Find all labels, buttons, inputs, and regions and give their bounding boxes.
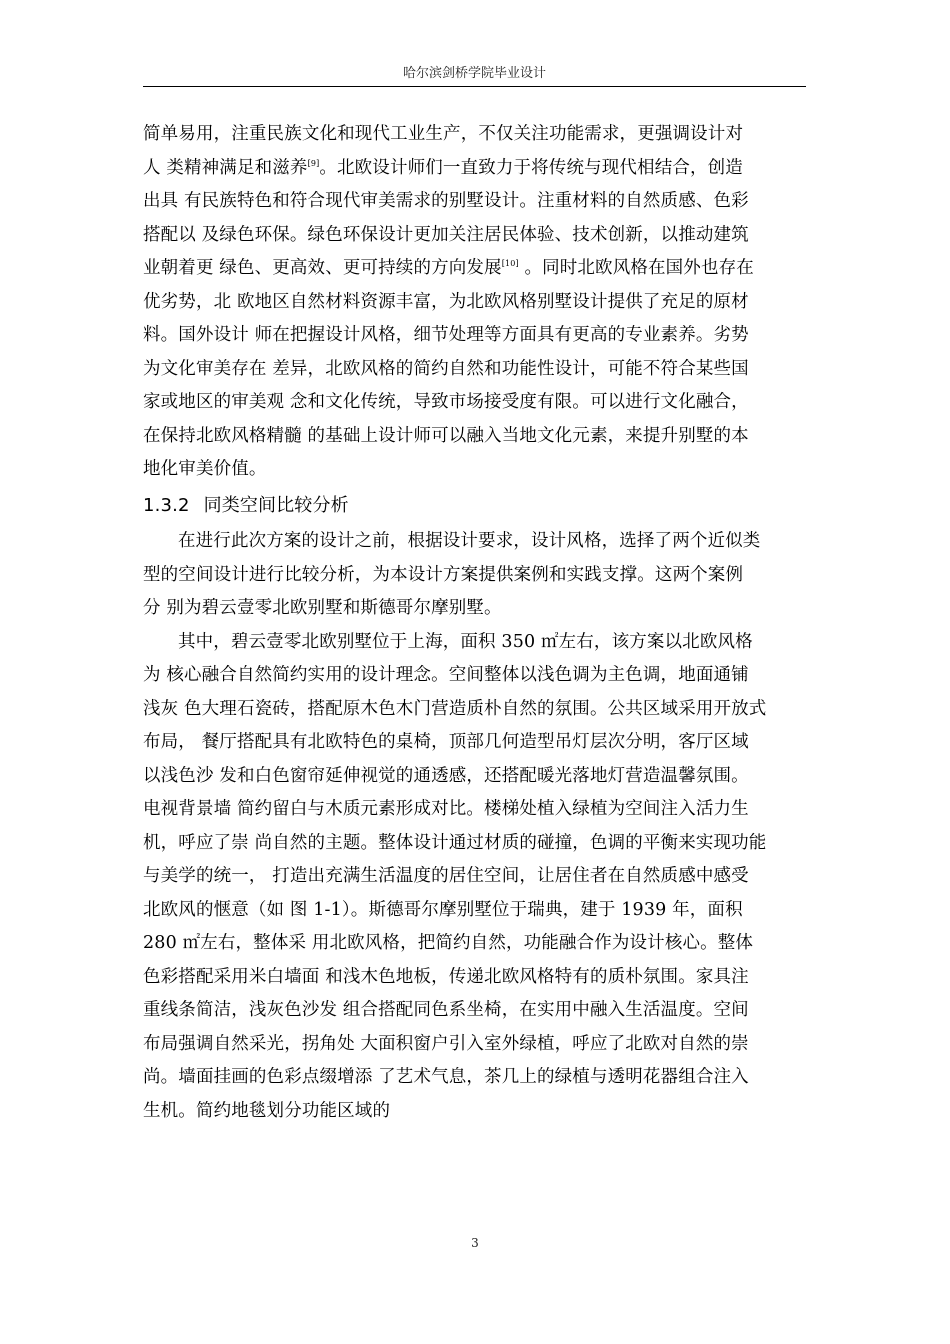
text-segment: 。同时北欧风格在国外也存在 <box>518 258 754 278</box>
text-segment: 。北欧设计师们一直致力于将传统与现代相结合，创造 <box>319 157 743 178</box>
page-number: 3 <box>471 1236 479 1250</box>
text-line: 280 ㎡左右，整体采 用北欧风格，把简约自然，功能融合作为设计核心。整体 <box>143 933 754 953</box>
citation-10: [10] <box>501 259 519 268</box>
text-line: 为文化审美存在 差异，北欧风格的简约自然和功能性设计，可能不符合某些国 <box>143 358 749 379</box>
text-line: 浅灰 色大理石瓷砖，搭配原木色木门营造质朴自然的氛围。公共区域采用开放式 <box>143 698 767 719</box>
text-line: 尚。墙面挂画的色彩点缀增添 了艺术气息，茶几上的绿植与透明花器组合注入 <box>143 1067 749 1087</box>
section-title: 同类空间比较分析 <box>203 494 349 516</box>
text-line: 地化审美价值。 <box>143 459 267 479</box>
text-line: 电视背景墙 简约留白与木质元素形成对比。楼梯处植入绿植为空间注入活力生 <box>143 799 749 819</box>
text-line: 重线条简洁，浅灰色沙发 组合搭配同色系坐椅，在实用中融入生活温度。空间 <box>143 1000 749 1020</box>
paragraph-1 <box>143 118 813 487</box>
text-line: 简单易用，注重民族文化和现代工业生产，不仅关注功能需求，更强调设计对 <box>143 124 744 144</box>
running-header: 哈尔滨剑桥学院毕业设计 <box>402 66 546 81</box>
section-number: 1.3.2 <box>143 494 190 516</box>
text-line: 优劣势，北 欧地区自然材料资源丰富，为北欧风格别墅设计提供了充足的原材 <box>143 291 749 312</box>
text-line: 布局， 餐厅搭配具有北欧特色的桌椅，顶部几何造型吊灯层次分明，客厅区域 <box>143 732 749 752</box>
citation-9: [9] <box>307 158 320 168</box>
text-line: 型的空间设计进行比较分析，为本设计方案提供案例和实践支撑。这两个案例 <box>143 564 744 585</box>
paragraph-3 <box>143 626 813 1129</box>
text-line: 出具 有民族特色和符合现代审美需求的别墅设计。注重材料的自然质感、色彩 <box>143 191 749 211</box>
paragraph-2 <box>143 525 813 626</box>
text-line <box>143 252 813 286</box>
text-line: 料。国外设计 师在把握设计风格，细节处理等方面具有更高的专业素养。劣势 <box>143 325 749 345</box>
text-segment: 人 类精神满足和滋养 <box>143 157 308 178</box>
text-line: 家或地区的审美观 念和文化传统，导致市场接受度有限。可以进行文化融合， <box>143 392 749 412</box>
text-line: 在进行此次方案的设计之前，根据设计要求，设计风格，选择了两个近似类 <box>178 531 761 551</box>
text-line: 搭配以 及绿色环保。绿色环保设计更加关注居民体验、技术创新，以推动建筑 <box>143 224 749 245</box>
text-line: 以浅色沙 发和白色窗帘延伸视觉的通透感，还搭配暖光落地灯营造温馨氛围。 <box>143 765 749 786</box>
text-line: 色彩搭配采用米白墙面 和浅木色地板，传递北欧风格特有的质朴氛围。家具注 <box>143 966 749 987</box>
header-rule <box>143 86 806 87</box>
text-line: 生机。简约地毯划分功能区域的 <box>143 1100 391 1121</box>
body-text <box>143 118 813 1128</box>
text-line: 布局强调自然采光，拐角处 大面积窗户引入室外绿植，呼应了北欧对自然的崇 <box>143 1033 749 1054</box>
text-line: 其中，碧云壹零北欧别墅位于上海，面积 350 ㎡左右，该方案以北欧风格 <box>178 631 753 652</box>
text-line: 在保持北欧风格精髓 的基础上设计师可以融入当地文化元素，来提升别墅的本 <box>143 425 749 446</box>
text-line: 为 核心融合自然简约实用的设计理念。空间整体以浅色调为主色调，地面通铺 <box>143 665 749 685</box>
text-segment: 业朝着更 绿色、更高效、更可持续的方向发展 <box>143 258 502 278</box>
text-line: 分 别为碧云壹零北欧别墅和斯德哥尔摩别墅。 <box>143 598 502 618</box>
text-line: 机，呼应了崇 尚自然的主题。整体设计通过材质的碰撞，色调的平衡来实现功能 <box>143 832 767 853</box>
section-heading <box>143 489 813 523</box>
text-line: 与美学的统一， 打造出充满生活温度的居住空间，让居住者在自然质感中感受 <box>143 866 749 886</box>
text-line <box>143 152 813 186</box>
text-line: 北欧风的惬意（如 图 1-1）。斯德哥尔摩别墅位于瑞典，建于 1939 年，面积 <box>143 899 743 920</box>
